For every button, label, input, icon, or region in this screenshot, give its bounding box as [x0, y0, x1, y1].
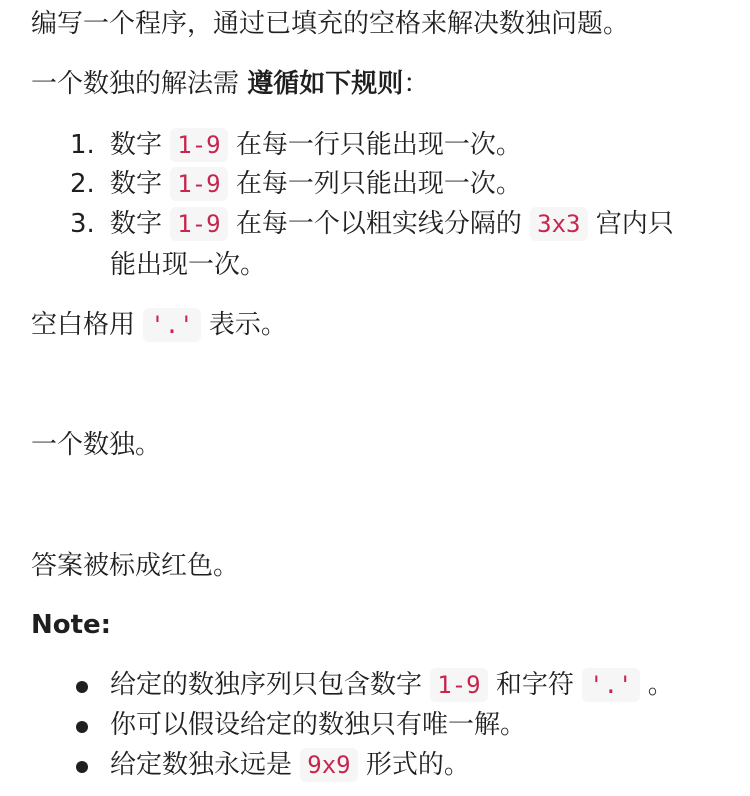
note-text	[110, 745, 470, 785]
note-text: 你可以假设给定的数独只有唯一解。	[110, 710, 527, 740]
inline-code: 1-9	[430, 668, 487, 702]
note-post: 。	[639, 670, 674, 700]
note-post: 形式的。	[357, 750, 470, 780]
rule-text	[110, 164, 522, 204]
inline-code-grid: 3x3	[530, 207, 587, 241]
rules-intro-bold: 遵循如下规则	[247, 69, 404, 99]
inline-code-dot: '.'	[582, 668, 639, 702]
inline-code: 1-9	[170, 207, 227, 241]
inline-code-dot: '.'	[143, 308, 200, 342]
intro-text: 编写一个程序，通过已填充的空格来解决数独问题。	[31, 9, 630, 39]
note-title	[31, 605, 111, 645]
inline-code: 1-9	[170, 167, 227, 201]
blank-paragraph	[31, 305, 287, 345]
rule-pre: 数字	[110, 209, 171, 239]
rule-text	[110, 204, 674, 244]
answer-caption	[31, 546, 239, 586]
rule-pre: 数字	[110, 169, 171, 199]
bullet-icon	[76, 761, 88, 773]
sudoku-caption	[31, 425, 161, 465]
list-number: 2.	[70, 169, 95, 199]
inline-code: 9x9	[300, 748, 357, 782]
rules-intro	[31, 64, 429, 104]
list-number: 1.	[70, 130, 95, 160]
bullet-icon	[76, 721, 88, 733]
inline-code: 1-9	[170, 128, 227, 162]
note-text	[110, 665, 674, 705]
note-pre: 给定的数独序列只包含数字	[110, 670, 431, 700]
rules-intro-colon: ：	[403, 69, 430, 99]
note-mid: 和字符	[487, 670, 583, 700]
rule-text	[110, 125, 522, 165]
answer-caption-text: 答案被标成红色。	[31, 551, 240, 581]
rule-post: 宫内只	[587, 209, 674, 239]
rule-mid: 在每一个以粗实线分隔的	[227, 209, 531, 239]
blank-pre: 空白格用	[31, 310, 144, 340]
blank-post: 表示。	[200, 310, 287, 340]
rules-intro-text: 一个数独的解法需	[31, 69, 248, 99]
sudoku-caption-text: 一个数独。	[31, 430, 162, 460]
rule-post: 在每一行只能出现一次。	[227, 130, 522, 160]
intro-paragraph	[31, 4, 629, 44]
rule-post: 在每一列只能出现一次。	[227, 169, 522, 199]
rule-text-line2: 能出现一次。	[110, 250, 267, 280]
note-pre: 给定数独永远是	[110, 750, 301, 780]
bullet-icon	[76, 681, 88, 693]
note-title-text: Note:	[31, 610, 112, 640]
rule-pre: 数字	[110, 130, 171, 160]
list-number: 3.	[70, 209, 95, 239]
